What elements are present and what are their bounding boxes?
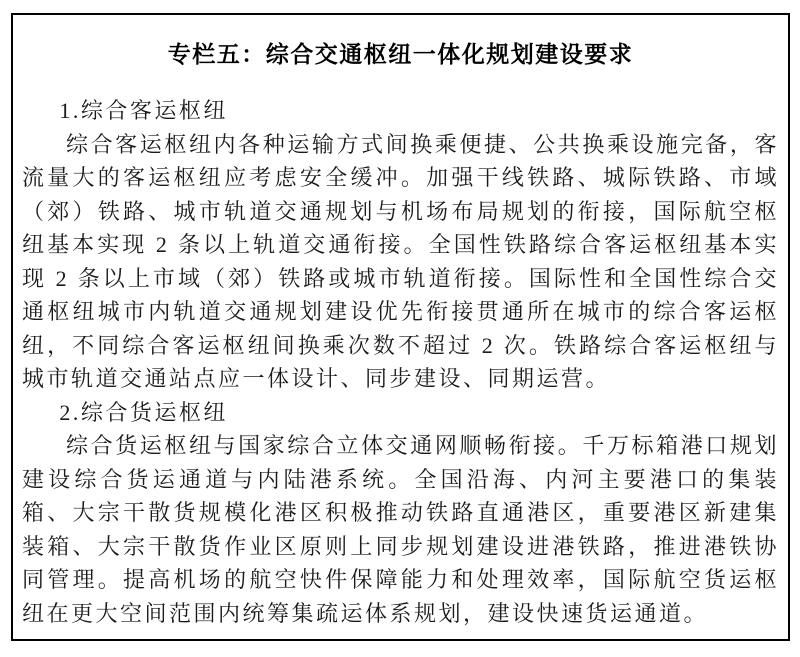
box-body — [22, 94, 779, 630]
section-2-heading: 2.综合货运枢纽 — [59, 399, 228, 425]
section-2-paragraph: 综合货运枢纽与国家综合立体交通网顺畅衔接。千万标箱港口规划建设综合货运通道与内陆港系统。全国沿海、内河主要港口的集装箱、大宗干散货规模化港区积极推动铁路直通港区，重要港区新建集装箱、大宗干散货作业区原则上同步规划建设进港铁路，推进港铁协同管理。提高机场的航空快件保障能力和处理效率，国际航空货运枢纽在更大空间范围内统筹集疏运体系规划，建设快速货运通道。 — [22, 433, 779, 626]
section-1-heading: 1.综合客运枢纽 — [59, 98, 228, 123]
section-1-paragraph: 综合客运枢纽内各种运输方式间换乘便捷、公共换乘设施完备，客流量大的客运枢纽应考虑安全缓冲。加强干线铁路、城际铁路、市域（郊）铁路、城市轨道交通规划与机场布局规划的衔接，国际航空枢纽基本实现 2 条以上轨道交通衔接。全国性铁路综合客运枢纽基本实现 2 条以上市域（郊）铁路或城市轨道衔接。国际性和全国性综合交通枢纽城市内轨道交通规划建设优先衔接贯通所在城市的综合客运枢纽，不同综合客运枢纽间换乘次数不超过 2 次。铁路综合客运枢纽与城市轨道交通站点应一体设计、同步建设、同期运营。 — [22, 131, 779, 391]
box-title: 专栏五：综合交通枢纽一体化规划建设要求 — [167, 41, 634, 67]
callout-box — [11, 13, 790, 641]
